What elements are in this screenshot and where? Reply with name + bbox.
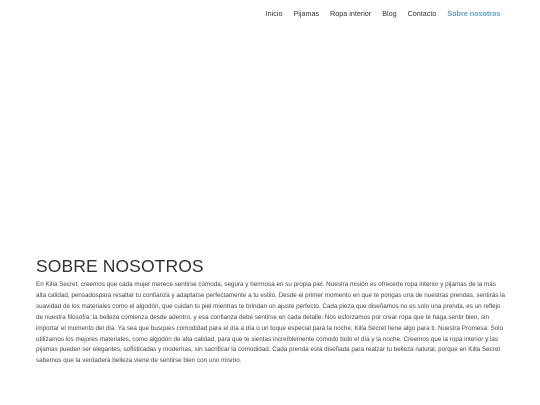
nav-item-pijamas[interactable]: Pijamas [293, 9, 320, 18]
nav-item-blog[interactable]: Blog [382, 9, 397, 18]
about-title: SOBRE NOSOTROS [36, 256, 204, 276]
top-navigation [0, 0, 540, 28]
about-body-text: En Killa Secret, creemos que cada mujer merece sentirse cómoda, segura y hermosa en su propia piel. Nuestra misión es ofrecerte ropa interior y pijamas de la más alta calidad, pensadospara resaltar tu confianza y adaptarse perfectamente a tu estilo. Desde el primer momento en que te pongas una de nuestras prendas, sentirás la suavidad de los materiales como el algodón, que cuidan tu piel mientras te brindan un ajuste perfecto. Cada pieza que diseñamos no es solo una prenda, es un reflejo de nuestra filosofía: la belleza comienza desde adentro, y esa confianza debe sentirse en cada detalle. Nos esforzamos por crear ropa que te haga sentir bien, sin importar el momento del día. Ya sea que busques comodidad para el día a día o un toque especial para la noche, Killa Secret tiene algo para ti. Nuestra Promesa: Solo utilizamos los mejores materiales, como algodón de alta calidad, para que te sientas increíblemente cómodo todo el día y la noche. Creemos que la ropa interior y las pijamas pueden ser elegantes, sofisticadas y modernas, sin sacrificar la comodidad. Cada prenda está diseñada para realzar tu belleza natural, porque en Killa Secret sabemos que la verdadera belleza viene de sentirse bien con uno mismo. [36, 281, 506, 365]
about-section [36, 256, 506, 367]
nav-item-ropa-interior[interactable]: Ropa interior [330, 9, 372, 18]
nav-item-inicio[interactable]: Inicio [265, 9, 283, 18]
nav-item-sobre-nosotros[interactable]: Sobre nosotros [447, 9, 501, 18]
nav-item-contacto[interactable]: Contacto [407, 9, 437, 18]
nav-menu [260, 9, 506, 18]
